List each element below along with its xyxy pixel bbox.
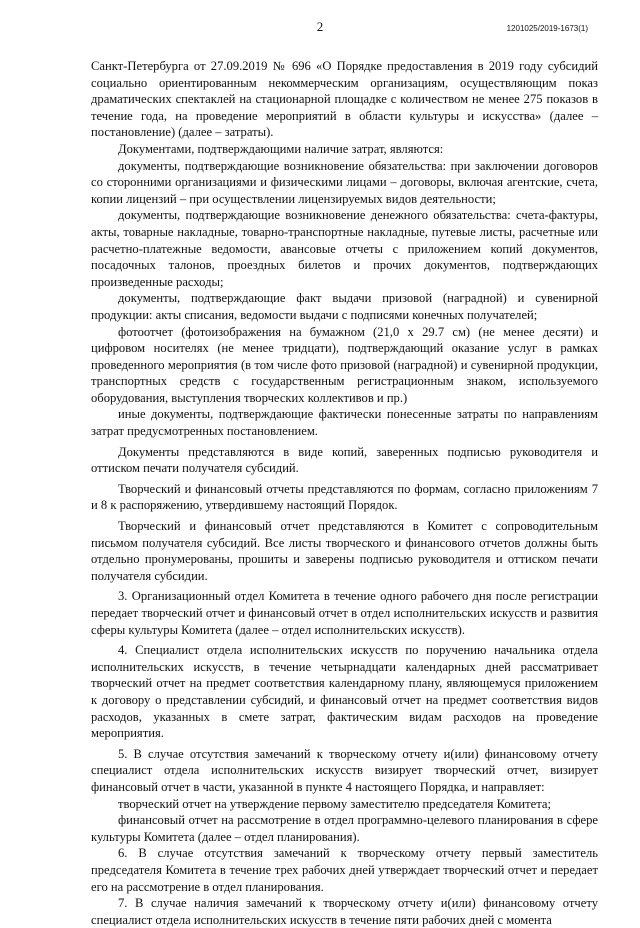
document-number: 1201025/2019-1673(1) [506,24,588,33]
paragraph-documents-heading: Документами, подтверждающими наличие затрат, являются: [118,141,444,156]
paragraph-intro: Санкт-Петербурга от 27.09.2019 № 696 «О Порядке предоставления в 2019 году субсидий социально ориентированным некоммерческим организациям, осуществляющим показ драматических спектаклей на стационарной площадке с количеством не менее 275 показов в течение года, на проведение мероприятий в области культуры и искусства» (далее – постановление) (далее – затраты). [91,59,598,140]
paragraph-monetary-docs: документы, подтверждающие возникновение денежного обязательства: счета-фактуры, акты, товарные накладные, товарно-транспортные накладные, путевые листы, расчетные или расчетно-платежные ведомости, авансовые отчеты с приложением копий документов, посадочных талонов, проездных билетов и прочих документов, подтверждающих произведенные расходы; [91,208,598,289]
paragraph-report-forms: Творческий и финансовый отчеты представляются по формам, согласно приложениям 7 и 8 к распоряжению, утвердившему настоящий Порядок. [91,481,598,513]
paragraph-prize-docs: документы, подтверждающие факт выдачи призовой (наградной) и сувенирной продукции: акты списания, ведомости выдачи с подписями конечных получателей; [91,291,598,322]
paragraph-item-7: 7. В случае наличия замечаний к творческому отчету и(или) финансовому отчету специалист отдела исполнительских искусств в течение пяти рабочих дней с момента [91,896,598,927]
paragraph-item-5-creative: творческий отчет на утверждение первому заместителю председателя Комитета; [118,796,551,811]
paragraph-item-4: 4. Специалист отдела исполнительских искусств по поручению начальника отдела исполнительских искусств, в течение четырнадцати календарных дней рассматривает творческий отчет на предмет соответствия календарному плану, являющемуся приложением к договору о представлении субсидий, и финансовый отчет на предмет соответствия видов расходов, указанных в смете затрат, фактическим видам расходов на проведение мероприятия. [91,643,598,741]
paragraph-other-docs: иные документы, подтверждающие фактически понесенные затраты по направлениям затрат предусмотренных постановлением. [91,407,598,439]
paragraph-item-6: 6. В случае отсутствия замечаний к творческому отчету первый заместитель председателя Комитета в течение трех рабочих дней утверждает творческий отчет и передает его на рассмотрение в отдел планирования. [91,846,598,894]
paragraph-item-5: 5. В случае отсутствия замечаний к творческому отчету и(или) финансовому отчету специалист отдела исполнительских искусств визирует творческий отчет, визирует финансовый отчет в части, указанной в пункте 4 настоящего Порядка, и направляет: [91,746,598,794]
page-number: 2 [316,19,324,34]
paragraph-copies: Документы представляются в виде копий, заверенных подписью руководителя и оттиском печати получателя субсидий. [91,444,598,476]
paragraph-item-3: 3. Организационный отдел Комитета в течение одного рабочего дня после регистрации передает творческий отчет и финансовый отчет в отдел исполнительских искусств и развития сферы культуры Комитета (далее – отдел исполнительских искусств). [91,589,598,637]
paragraph-photo-report: фотоотчет (фотоизображения на бумажном (21,0 х 29.7 см) (не менее десяти) и цифровом носителях (не менее тридцати), подтверждающий оказание услуг в рамках проведенного мероприятия (в том числе фото призовой (наградной) и сувенирной продукции, транспортных средств с государственным регистрационным знаком, используемого оборудования, выступления творческих коллективов и пр.) [91,324,598,405]
paragraph-obligation-docs: документы, подтверждающие возникновение обязательства: при заключении договоров со сторонними организациями и физическими лицами – договоры, включая агентские, счета, копии лицензий – при осуществлении лицензируемых видов деятельности; [91,158,598,206]
paragraph-report-submission: Творческий и финансовый отчет представляются в Комитет с сопроводительным письмом получателя субсидий. Все листы творческого и финансового отчетов должны быть отдельно пронумерованы, прошиты и заверены подписью руководителя и оттиском печати получателя субсидии. [91,519,598,583]
document-body [91,58,598,928]
paragraph-item-5-financial: финансовый отчет на рассмотрение в отдел программно-целевого планирования в сфере культуры Комитета (далее – отдел планирования). [91,813,598,844]
